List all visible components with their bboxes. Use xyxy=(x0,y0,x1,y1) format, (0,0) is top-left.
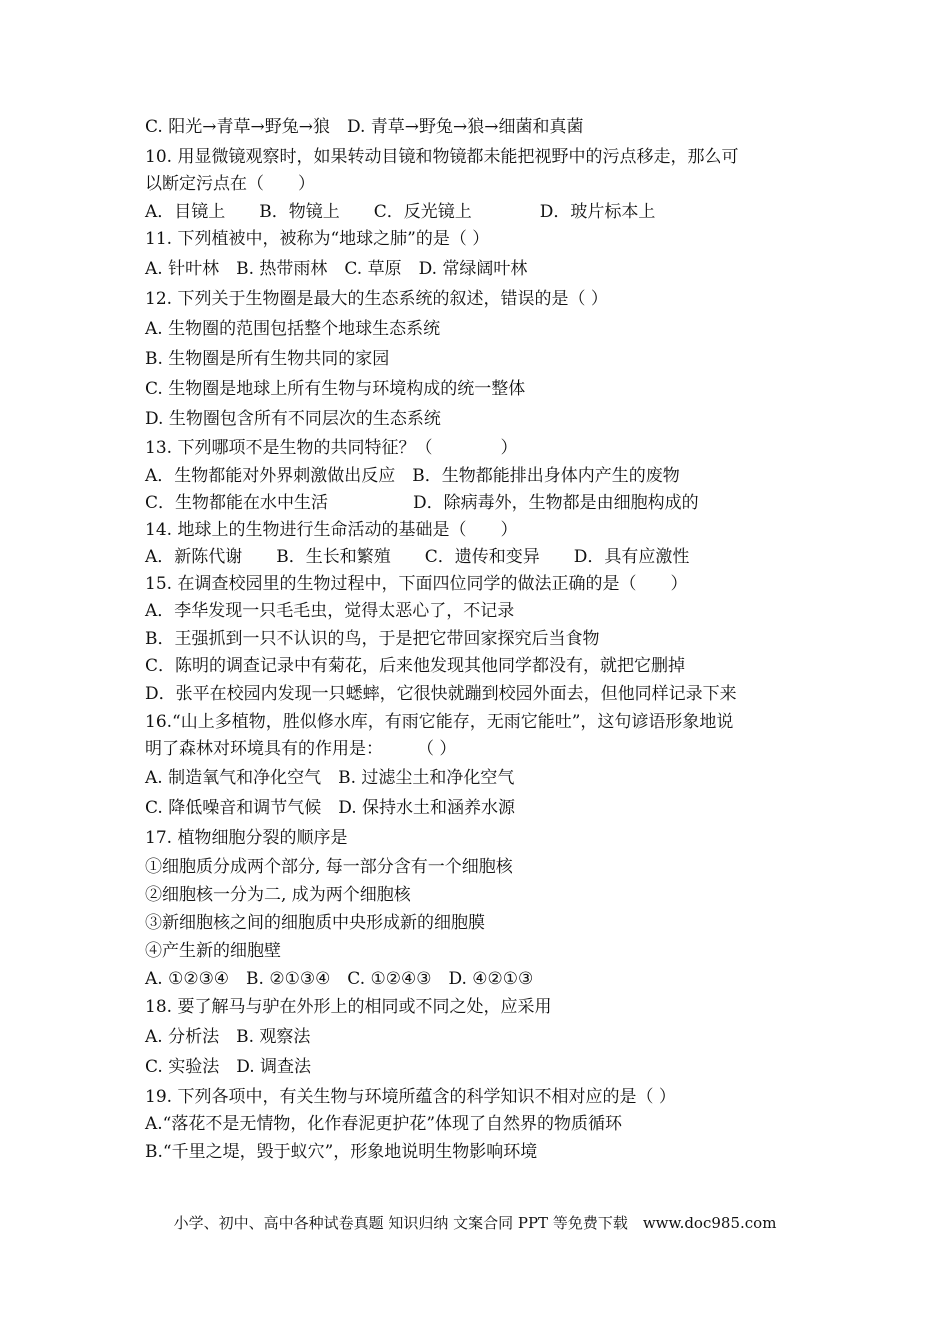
question-17-step-1: ①细胞质分成两个部分, 每一部分含有一个细胞核 xyxy=(145,857,513,877)
question-11-options: A. 针叶林 B. 热带雨林 C. 草原 D. 常绿阔叶林 xyxy=(145,259,528,279)
question-13-options-ab: A．生物都能对外界刺激做出反应 B．生物都能排出身体内产生的废物 xyxy=(145,466,680,486)
question-18-stem: 18. 要了解马与驴在外形上的相同或不同之处，应采用 xyxy=(145,997,552,1017)
question-13-options-cd: C．生物都能在水中生活 D．除病毒外，生物都是由细胞构成的 xyxy=(145,493,699,513)
question-9-options-cd: C. 阳光→青草→野兔→狼 D. 青草→野兔→狼→细菌和真菌 xyxy=(145,117,584,137)
question-12-option-b: B. 生物圈是所有生物共同的家园 xyxy=(145,349,390,369)
question-17-step-3: ③新细胞核之间的细胞质中央形成新的细胞膜 xyxy=(145,913,485,933)
question-10-stem-cont: 以断定污点在（ ） xyxy=(145,174,315,194)
question-19-option-b: B.“千里之堤，毁于蚁穴”，形象地说明生物影响环境 xyxy=(145,1142,538,1162)
question-14-stem: 14. 地球上的生物进行生命活动的基础是（ ） xyxy=(145,520,518,540)
question-15-option-a: A．李华发现一只毛毛虫，觉得太恶心了，不记录 xyxy=(145,601,515,621)
question-17-step-4: ④产生新的细胞壁 xyxy=(145,941,281,961)
question-12-option-a: A. 生物圈的范围包括整个地球生态系统 xyxy=(145,319,441,339)
question-14-options: A．新陈代谢 B．生长和繁殖 C．遗传和变异 D．具有应激性 xyxy=(145,547,690,567)
question-17-step-2: ②细胞核一分为二, 成为两个细胞核 xyxy=(145,885,411,905)
question-18-options-cd: C. 实验法 D. 调查法 xyxy=(145,1057,312,1077)
question-12-stem: 12. 下列关于生物圈是最大的生态系统的叙述，错误的是（ ） xyxy=(145,289,608,309)
question-10-options: A．目镜上 B．物镜上 C．反光镜上 D．玻片标本上 xyxy=(145,202,656,222)
question-19-option-a: A.“落花不是无情物，化作春泥更护花”体现了自然界的物质循环 xyxy=(145,1114,623,1134)
question-10-stem: 10. 用显微镜观察时，如果转动目镜和物镜都未能把视野中的污点移走，那么可 xyxy=(145,147,739,167)
question-13-stem: 13. 下列哪项不是生物的共同特征？（ ） xyxy=(145,438,518,458)
question-16-options-ab: A. 制造氧气和净化空气 B. 过滤尘土和净化空气 xyxy=(145,768,515,788)
question-15-stem: 15. 在调查校园里的生物过程中，下面四位同学的做法正确的是（ ） xyxy=(145,574,688,594)
question-16-stem-cont: 明了森林对环境具有的作用是： （ ） xyxy=(145,739,457,759)
question-15-option-b: B．王强抓到一只不认识的鸟，于是把它带回家探究后当食物 xyxy=(145,629,600,649)
question-17-stem: 17. 植物细胞分裂的顺序是 xyxy=(145,828,348,848)
question-16-options-cd: C. 降低噪音和调节气候 D. 保持水土和涵养水源 xyxy=(145,798,516,818)
question-15-option-c: C．陈明的调查记录中有菊花，后来他发现其他同学都没有，就把它删掉 xyxy=(145,656,686,676)
page-footer: 小学、初中、高中各种试卷真题 知识归纳 文案合同 PPT 等免费下载 www.doc985.com xyxy=(173,1214,777,1232)
question-11-stem: 11. 下列植被中，被称为“地球之肺”的是（ ） xyxy=(145,229,490,249)
question-12-option-d: D. 生物圈包含所有不同层次的生态系统 xyxy=(145,409,441,429)
question-12-option-c: C. 生物圈是地球上所有生物与环境构成的统一整体 xyxy=(145,379,526,399)
question-16-stem: 16.“山上多植物，胜似修水库，有雨它能存，无雨它能吐”，这句谚语形象地说 xyxy=(145,712,734,732)
question-18-options-ab: A. 分析法 B. 观察法 xyxy=(145,1027,311,1047)
question-17-options: A. ①②③④ B. ②①③④ C. ①②④③ D. ④②①③ xyxy=(145,969,534,989)
question-15-option-d: D．张平在校园内发现一只蟋蟀，它很快就蹦到校园外面去，但他同样记录下来 xyxy=(145,684,737,704)
question-19-stem: 19. 下列各项中，有关生物与环境所蕴含的科学知识不相对应的是（ ） xyxy=(145,1087,676,1107)
